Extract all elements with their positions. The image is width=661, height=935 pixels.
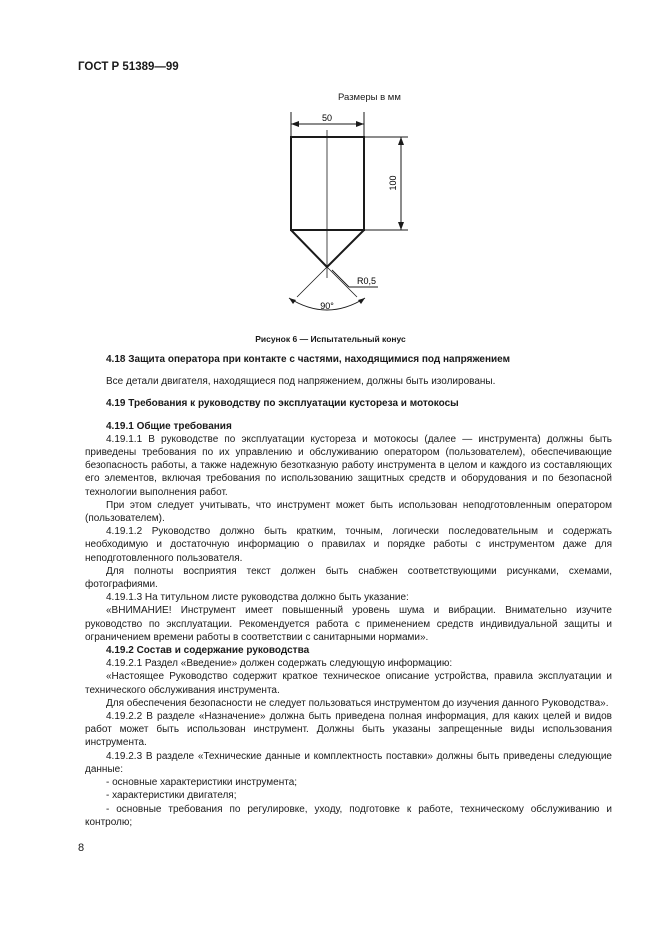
paragraph: Для полноты восприятия текст должен быть снабжен соответствующими рисунками, схемами, фотографиями. [85,565,612,591]
radius-leader [332,270,349,287]
paragraph: 4.19.1.2 Руководство должно быть кратким, точным, логически последовательным и содержать необходимую и достаточную информацию о правилах и порядке работы с инструментом даже для неподготовленного пользователя. [85,526,612,564]
section-4-19-2-title: 4.19.2 Состав и содержание руководства [106,645,310,657]
list-item: - основные характеристики инструмента; [106,777,298,789]
cone-side-right [327,230,364,267]
cone-ext-right [327,267,357,297]
document-header: ГОСТ Р 51389—99 [78,61,179,73]
angle-value: 90° [320,301,334,311]
paragraph: Для обеспечения безопасности не следует пользоваться инструментом до изучения данного Руководства». [106,697,609,709]
paragraph: 4.19.2.1 Раздел «Введение» должен содержать следующую информацию: [106,658,453,670]
height-value: 100 [388,175,398,191]
paragraph: 4.19.2.2 В разделе «Назначение» должна быть приведена полная информация, для каких целей и видов работ может быть использован инструмент. Должны быть указаны запрещенные виды использования инструмента. [85,711,612,749]
cone-side-left [291,230,327,267]
cone-ext-left [297,267,327,297]
list-item: - основные требования по регулировке, уходу, подготовке к работе, техническому обслуживанию и контролю; [85,803,612,828]
width-value: 50 [321,113,333,123]
warning-quote: «ВНИМАНИЕ! Инструмент имеет повышенный уровень шума и вибрации. Внимательно изучите руководство по эксплуатации. Рекомендуется работа с применением средств индивидуальной защиты и ограничением времени работы в соответствии с санитарными нормами». [85,605,612,643]
paragraph: 4.19.1.3 На титульном листе руководства должно быть указание: [106,592,409,604]
section-4-18-text: Все детали двигателя, находящиеся под напряжением, должны быть изолированы. [106,376,496,388]
section-4-18-title: 4.18 Защита оператора при контакте с частями, находящимися под напряжением [106,354,510,365]
paragraph: 4.19.2.3 В разделе «Технические данные и комплектность поставки» должны быть приведены следующие данные: [85,750,612,775]
paragraph: «Настоящее Руководство содержит краткое техническое описание устройства, правила эксплуатации и технического обслуживания инструмента. [85,671,612,696]
section-4-19-title: 4.19 Требования к руководству по эксплуатации кустореза и мотокосы [106,398,459,410]
paragraph: При этом следует учитывать, что инструмент может быть использован неподготовленным оператором (пользователем). [85,499,612,525]
cone-body [291,137,364,230]
test-cone-drawing [0,0,661,340]
dimensions-note: Размеры в мм [338,92,401,103]
list-item: - характеристики двигателя; [106,790,237,802]
radius-value: R0,5 [357,276,377,286]
figure-caption: Рисунок 6 — Испытательный конус [255,334,406,344]
document-body [85,353,612,829]
paragraph: 4.19.1.1 В руководстве по эксплуатации кустореза и мотокосы (далее — инструмента) должны быть приведены требования по их управлению и обслуживанию оператором (пользователем), обеспечивающие безопасность работы, а также надежную безотказную работу инструмента в целом и каждого из составляющих его элементов, включая требования по использованию защитных средств и оборудования и по безопасной технологии выполнения работ. [85,433,612,498]
section-4-19-1-title: 4.19.1 Общие требования [106,420,232,432]
page-number: 8 [78,842,85,854]
